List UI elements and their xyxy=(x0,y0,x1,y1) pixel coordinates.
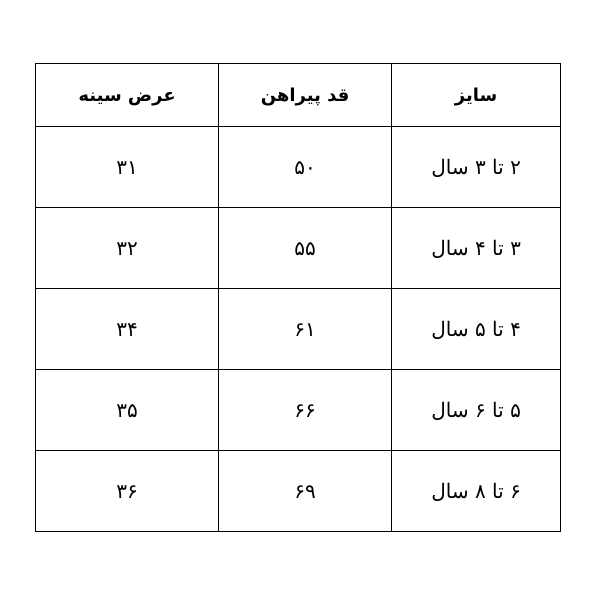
header-chest-width: عرض سینه xyxy=(36,64,219,127)
header-shirt-length: قد پیراهن xyxy=(219,64,392,127)
table-row xyxy=(36,451,561,532)
table-row xyxy=(36,127,561,208)
cell-chest-width: ۳۴ xyxy=(36,289,219,370)
cell-shirt-length: ۶۱ xyxy=(219,289,392,370)
cell-size: ۴ تا ۵ سال xyxy=(392,289,561,370)
cell-chest-width: ۳۶ xyxy=(36,451,219,532)
size-chart-table xyxy=(35,63,561,532)
cell-chest-width: ۳۱ xyxy=(36,127,219,208)
table-header-row xyxy=(36,64,561,127)
table-row xyxy=(36,289,561,370)
cell-size: ۳ تا ۴ سال xyxy=(392,208,561,289)
cell-size: ۲ تا ۳ سال xyxy=(392,127,561,208)
cell-shirt-length: ۶۹ xyxy=(219,451,392,532)
cell-size: ۶ تا ۸ سال xyxy=(392,451,561,532)
table-row xyxy=(36,370,561,451)
cell-chest-width: ۳۵ xyxy=(36,370,219,451)
cell-size: ۵ تا ۶ سال xyxy=(392,370,561,451)
cell-chest-width: ۳۲ xyxy=(36,208,219,289)
header-size: سایز xyxy=(392,64,561,127)
cell-shirt-length: ۶۶ xyxy=(219,370,392,451)
table-row xyxy=(36,208,561,289)
cell-shirt-length: ۵۰ xyxy=(219,127,392,208)
cell-shirt-length: ۵۵ xyxy=(219,208,392,289)
